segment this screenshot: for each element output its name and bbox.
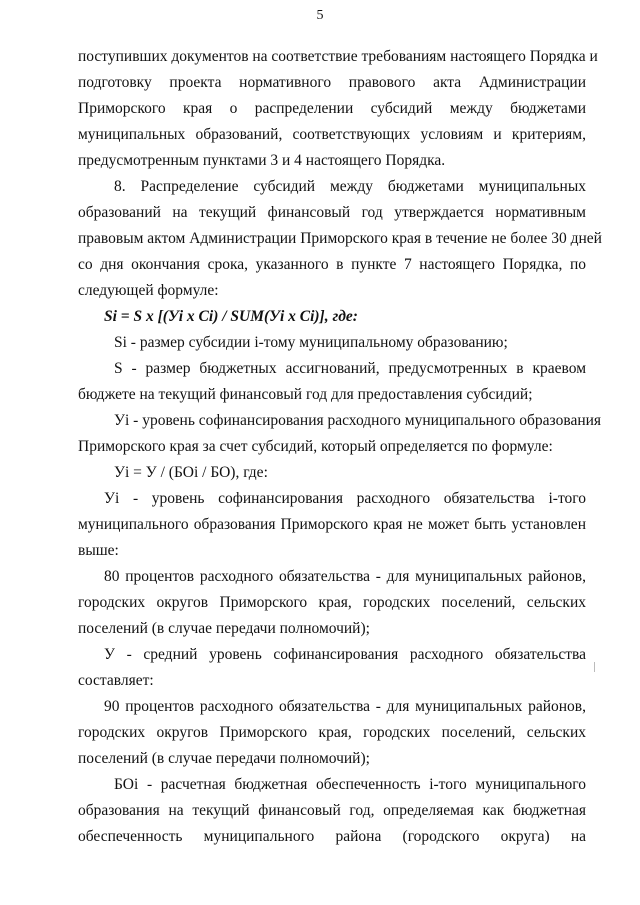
text-line: поступивших документов на соответствие требованиям настоящего Порядка и [78,48,598,65]
text-line: правовым актом Администрации Приморского края в течение не более 30 дней [78,230,602,247]
text-line: 8. Распределение субсидий между бюджетами муниципальных [114,178,586,195]
text-line: 90 процентов расходного обязательства - для муниципальных районов, [104,698,586,715]
page-number: 5 [316,8,324,23]
text-line: 80 процентов расходного обязательства - для муниципальных районов, [104,568,586,585]
formula-line [104,304,586,330]
text-line: Уi - уровень софинансирования расходного обязательства i-того [104,490,586,507]
text-line: поселений (в случае передачи полномочий); [78,620,370,637]
text-line: городских округов Приморского края, городских поселений, сельских [78,594,586,611]
text-line: БОi - расчетная бюджетная обеспеченность i-того муниципального [114,776,586,793]
text-line: Приморского края за счет субсидий, который определяется по формуле: [78,438,553,455]
text-line: предусмотренным пунктами 3 и 4 настоящего Порядка. [78,152,446,169]
text-line: Уi - уровень софинансирования расходного муниципального образования [114,412,602,429]
text-line: Приморского края о распределении субсидий между бюджетами [78,100,586,117]
text-line: бюджете на текущий финансовый год для предоставления субсидий; [78,386,533,403]
text-line: Si - размер субсидии i-тому муниципальному образованию; [114,334,508,351]
text-line: обеспеченность муниципального района (городского округа) на [78,828,586,845]
text-line: муниципальных образований, соответствующих условиям и критериям, [78,126,586,143]
scan-edge-mark [594,662,595,672]
text-line: выше: [78,542,119,559]
formula-suffix: , где: [324,308,358,325]
text-line: муниципального образования Приморского края не может быть установлен [78,516,586,533]
text-line: поселений (в случае передачи полномочий); [78,750,370,767]
text-line: У - средний уровень софинансирования расходного обязательства [104,646,586,663]
text-line: Уi = У / (БОi / БО), где: [114,464,268,481]
text-line: городских округов Приморского края, городских поселений, сельских [78,724,586,741]
text-line: составляет: [78,672,154,689]
text-line: со дня окончания срока, указанного в пункте 7 настоящего Порядка, по [78,256,586,273]
text-line: образований на текущий финансовый год утверждается нормативным [78,204,586,221]
text-line: образования на текущий финансовый год, определяемая как бюджетная [78,802,586,819]
text-line: следующей формуле: [78,282,219,299]
formula-expression: Si = S x [(Уi x Ci) / SUM(Уi x Ci)] [104,308,325,325]
text-line: S - размер бюджетных ассигнований, предусмотренных в краевом [114,360,586,377]
text-line: подготовку проекта нормативного правового акта Администрации [78,74,586,91]
